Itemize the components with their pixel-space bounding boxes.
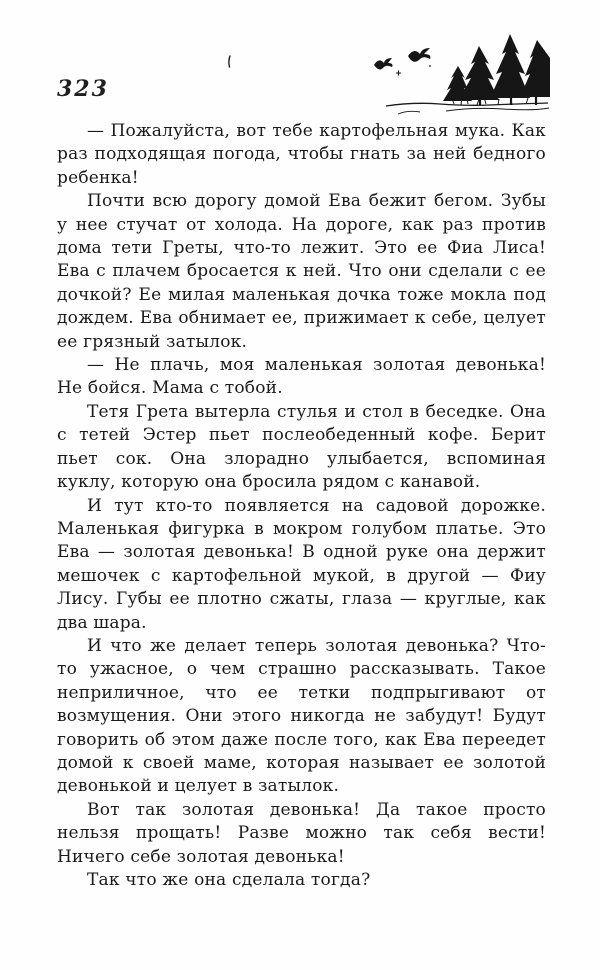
pine-trees-birds-illustration bbox=[358, 32, 550, 127]
paragraph: Тетя Грета вытерла стулья и стол в беседке. Она с тетей Эстер пьет послеобеденный кофе. Берит пьет сок. Она злорадно улыбается, вспоминая куклу, которую она бросила рядом с канавой. bbox=[57, 401, 546, 493]
paragraph: Вот так золотая девонька! Да такое просто нельзя прощать! Разве можно так себя вести! Ничего себе золотая девонька! bbox=[57, 799, 546, 867]
paragraph: Почти всю дорогу домой Ева бежит бегом. Зубы у нее стучат от холода. На дороге, как раз против дома тети Греты, что-то лежит. Это ее Фиа Лиса! Ева с плачем бросается к ней. Что они сделали с ее дочкой? Ее милая маленькая дочка тоже мокла под дождем. Ева обнимает ее, прижимает к себе, целует ее грязный затылок. bbox=[57, 191, 546, 352]
body-text bbox=[57, 120, 546, 892]
paragraph: — Пожалуйста, вот тебе картофельная мука. Как раз подходящая погода, чтобы гнать за ней бедного ребенка! bbox=[57, 121, 546, 188]
paragraph: Так что же она сделала тогда? bbox=[87, 870, 371, 890]
page-number: 323 bbox=[57, 76, 109, 102]
paragraph: — Не плачь, моя маленькая золотая девонька! Не бойся. Мама с тобой. bbox=[57, 355, 546, 399]
paragraph: И тут кто-то появляется на садовой дорожке. Маленькая фигурка в мокром голубом платье. Это Ева — золотая девонька! В одной руке она держит мешочек с картофельной мукой, в другой — Фиу Лису. Губы ее плотно сжаты, глаза — круглые, как два шара. bbox=[57, 495, 546, 633]
paragraph: И что же делает теперь золотая девонька? Что-то ужасное, о чем страшно рассказывать. Такое неприличное, что ее тетки подпрыгивают от возмущения. Они этого никогда не забудут! Будут говорить об этом даже после того, как Ева переедет домой к своей маме, которая называет ее золотой девонькой и целует в затылок. bbox=[57, 635, 546, 797]
ink-mark bbox=[226, 55, 232, 69]
